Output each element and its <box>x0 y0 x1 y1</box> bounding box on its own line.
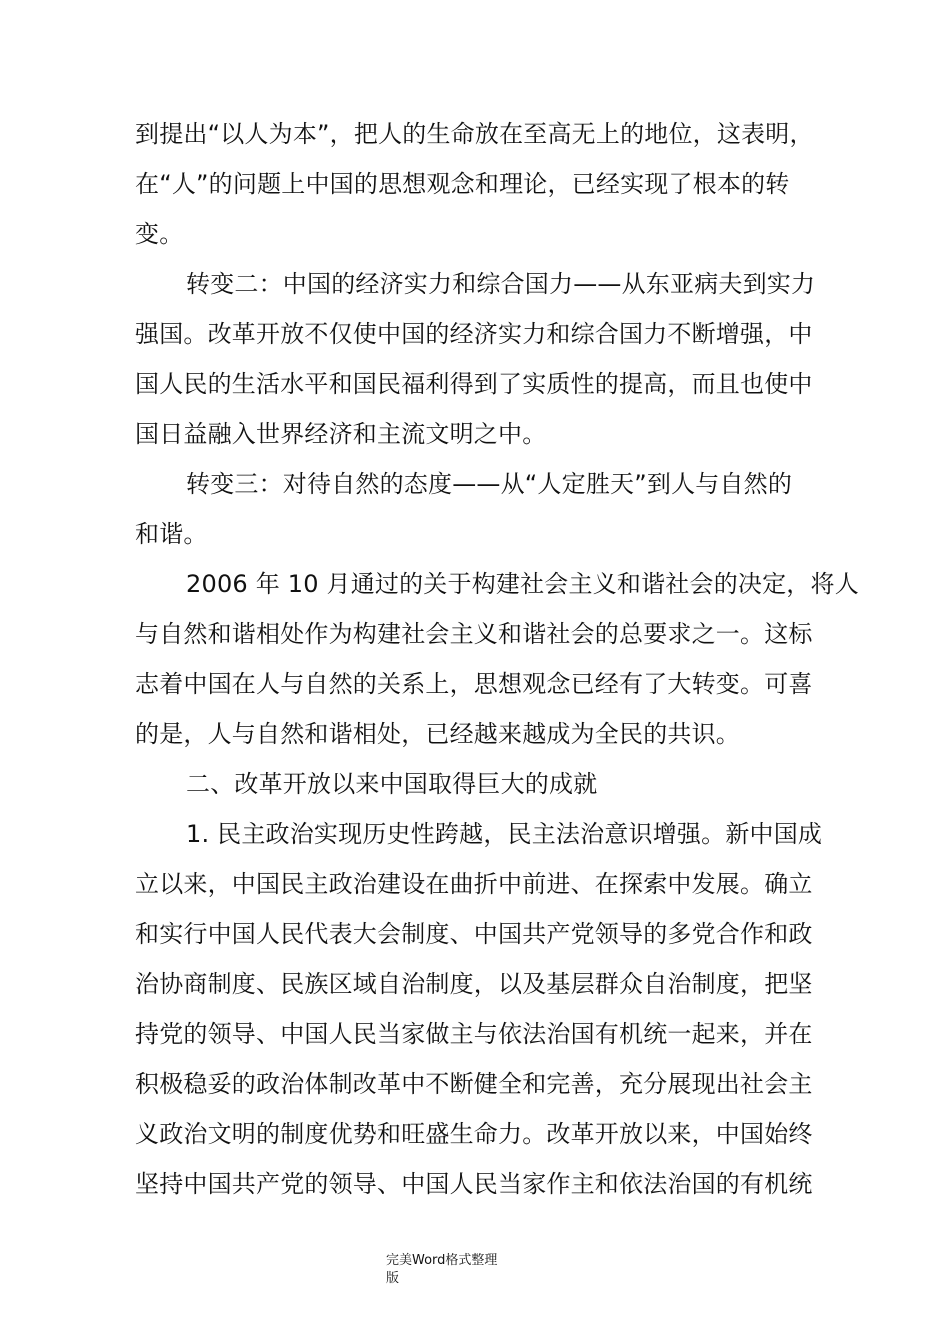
footer-text: 版 <box>386 1271 400 1286</box>
paragraph-heading-transformation-2: 转变二：中国的经济实力和综合国力——从东亚病夫到实力 <box>186 270 816 298</box>
section-heading: 二、改革开放以来中国取得巨大的成就 <box>186 770 598 798</box>
body-text-line: 义政治文明的制度优势和旺盛生命力。改革开放以来，中国始终 <box>135 1120 813 1148</box>
body-text-line: 坚持中国共产党的领导、中国人民当家作主和依法治国的有机统 <box>135 1170 813 1198</box>
body-text-line: 2006 年 10 月通过的关于构建社会主义和谐社会的决定，将人 <box>186 570 859 598</box>
body-text-line: 强国。改革开放不仅使中国的经济实力和综合国力不断增强，中 <box>135 320 813 348</box>
body-text-line: 治协商制度、民族区域自治制度，以及基层群众自治制度，把坚 <box>135 970 813 998</box>
body-text-line: 国日益融入世界经济和主流文明之中。 <box>135 420 547 448</box>
body-text-line: 与自然和谐相处作为构建社会主义和谐社会的总要求之一。这标 <box>135 620 813 648</box>
body-text-line: 和实行中国人民代表大会制度、中国共产党领导的多党合作和政 <box>135 920 813 948</box>
body-text-line: 1. 民主政治实现历史性跨越，民主法治意识增强。新中国成 <box>186 820 823 848</box>
body-text-line: 在“人”的问题上中国的思想观念和理论，已经实现了根本的转 <box>135 170 790 198</box>
body-text-line: 到提出“以人为本”，把人的生命放在至高无上的地位，这表明， <box>135 120 814 148</box>
body-text-line: 持党的领导、中国人民当家做主与依法治国有机统一起来，并在 <box>135 1020 813 1048</box>
body-text-line: 的是，人与自然和谐相处，已经越来越成为全民的共识。 <box>135 720 740 748</box>
body-text-line: 积极稳妥的政治体制改革中不断健全和完善，充分展现出社会主 <box>135 1070 813 1098</box>
body-text-line: 国人民的生活水平和国民福利得到了实质性的提高，而且也使中 <box>135 370 813 398</box>
body-text-line: 志着中国在人与自然的关系上，思想观念已经有了大转变。可喜 <box>135 670 813 698</box>
paragraph-heading-transformation-3: 转变三：对待自然的态度——从“人定胜天”到人与自然的 <box>186 470 793 498</box>
body-text-line: 和谐。 <box>135 520 208 548</box>
body-text-line: 变。 <box>135 220 184 248</box>
body-text-line: 立以来，中国民主政治建设在曲折中前进、在探索中发展。确立 <box>135 870 813 898</box>
footer-text: 完美Word格式整理 <box>386 1253 498 1268</box>
